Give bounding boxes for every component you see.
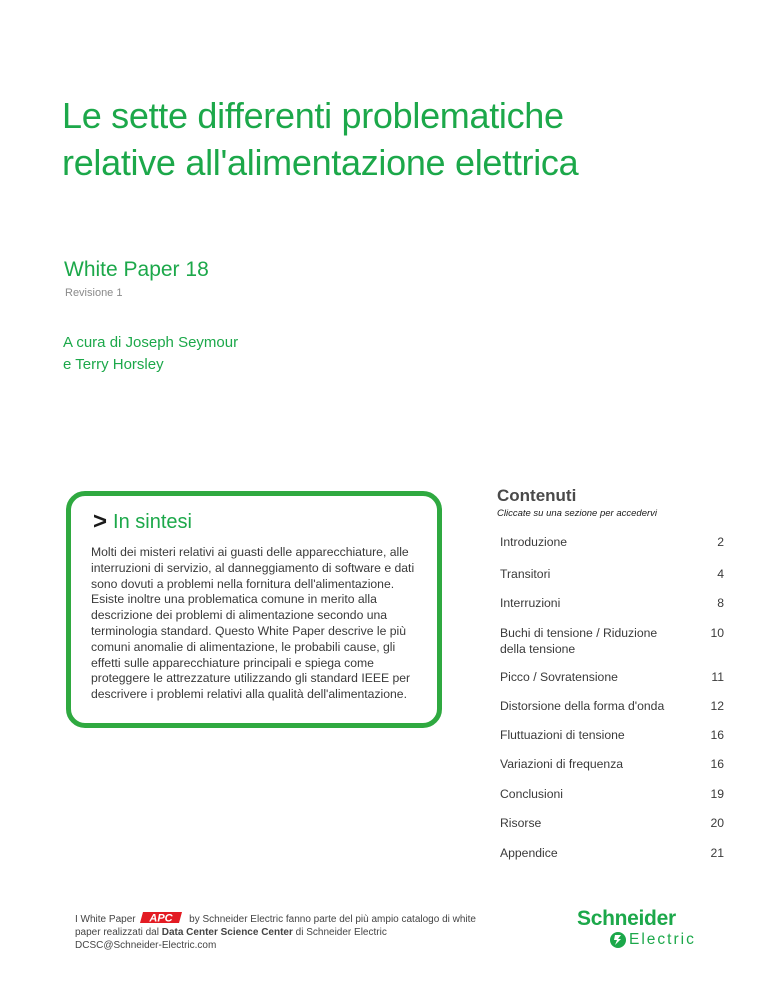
title-line-1: Le sette differenti problematiche [62, 95, 564, 136]
logo-name: Schneider [577, 907, 676, 930]
apc-logo [140, 911, 184, 924]
life-is-on-icon [609, 931, 627, 949]
author-line-1: A cura di Joseph Seymour [63, 334, 239, 351]
toc-item-introduzione[interactable] [500, 534, 724, 550]
white-paper-number: White Paper 18 [64, 258, 209, 281]
toc-item-page: 21 [710, 846, 724, 860]
toc-item-label: Appendice [500, 846, 558, 860]
toc-item-buchi-di-tensione[interactable] [500, 625, 724, 657]
toc-item-page: 12 [710, 699, 724, 713]
toc-item-label: Buchi di tensione / Riduzione della tensione [500, 626, 658, 656]
toc-item-page: 20 [710, 816, 724, 830]
footer-dcsc: Data Center Science Center [161, 927, 293, 938]
authors [63, 332, 238, 376]
title-line-2: relative all'alimentazione elettrica [62, 142, 579, 183]
toc-item-page: 16 [710, 728, 724, 742]
apc-logo-text: APC [149, 912, 173, 924]
toc-item-risorse[interactable] [500, 815, 724, 831]
document-title [62, 92, 742, 186]
toc-title: Contenuti [497, 486, 577, 505]
footer-text [75, 911, 495, 952]
toc-item-page: 10 [710, 626, 724, 640]
toc-item-picco[interactable] [500, 669, 724, 685]
toc-item-variazioni[interactable] [500, 756, 724, 772]
toc-item-page: 11 [711, 670, 724, 684]
toc-item-label: Interruzioni [500, 596, 561, 610]
toc-item-appendice[interactable] [500, 845, 724, 861]
footer-middle: by Schneider Electric fanno parte del più ampio catalogo di white paper realizzati dal [75, 914, 476, 938]
footer-prefix: I White Paper [75, 914, 136, 925]
chevron-right-icon: > [93, 508, 108, 535]
toc-item-interruzioni[interactable] [500, 595, 724, 611]
toc-item-fluttuazioni[interactable] [500, 727, 724, 743]
toc-item-label: Variazioni di frequenza [500, 757, 624, 771]
toc-item-conclusioni[interactable] [500, 786, 724, 802]
toc-item-distorsione[interactable] [500, 698, 724, 714]
toc-item-label: Picco / Sovratensione [500, 670, 618, 684]
revision-label: Revisione 1 [65, 287, 123, 299]
toc-item-label: Transitori [500, 567, 551, 581]
toc-item-label: Introduzione [500, 535, 568, 549]
toc-item-label: Distorsione della forma d'onda [500, 699, 665, 713]
toc-item-label: Fluttuazioni di tensione [500, 728, 625, 742]
footer-suffix: di Schneider Electric [295, 927, 387, 938]
summary-text: Molti dei misteri relativi ai guasti delle apparecchiature, alle interruzioni di servizio, al danneggiamento di software e dati sono dovuti a problemi nella fornitura dell'alimentazione. Esiste inoltre una problematica comune in merito alla descrizione dei problemi di alimentazione secondo una terminologia standard. Questo White Paper descrive le più comuni anomalie di alimentazione, le probabili cause, gli effetti sulle apparecchiature principali e spiega come proteggere le attrezzature utilizzando gli standard IEEE per descrivere i problemi relativi alla qualità dell'alimentazione. [91, 545, 415, 702]
toc-item-page: 4 [717, 567, 724, 581]
author-line-2: e Terry Horsley [63, 356, 164, 373]
toc-item-label: Risorse [500, 816, 542, 830]
toc-item-page: 2 [717, 535, 724, 549]
logo-sub: Electric [629, 931, 696, 948]
schneider-electric-logo [575, 907, 715, 951]
summary-header [93, 510, 192, 534]
summary-title: In sintesi [113, 511, 192, 533]
footer-email[interactable]: DCSC@Schneider-Electric.com [75, 940, 217, 951]
toc-item-page: 16 [710, 757, 724, 771]
summary-box [66, 491, 442, 728]
toc-item-transitori[interactable] [500, 566, 724, 582]
toc-item-page: 19 [710, 787, 724, 801]
toc-item-page: 8 [717, 596, 724, 610]
toc-item-label: Conclusioni [500, 787, 564, 801]
toc-hint: Cliccate su una sezione per accedervi [497, 508, 658, 519]
